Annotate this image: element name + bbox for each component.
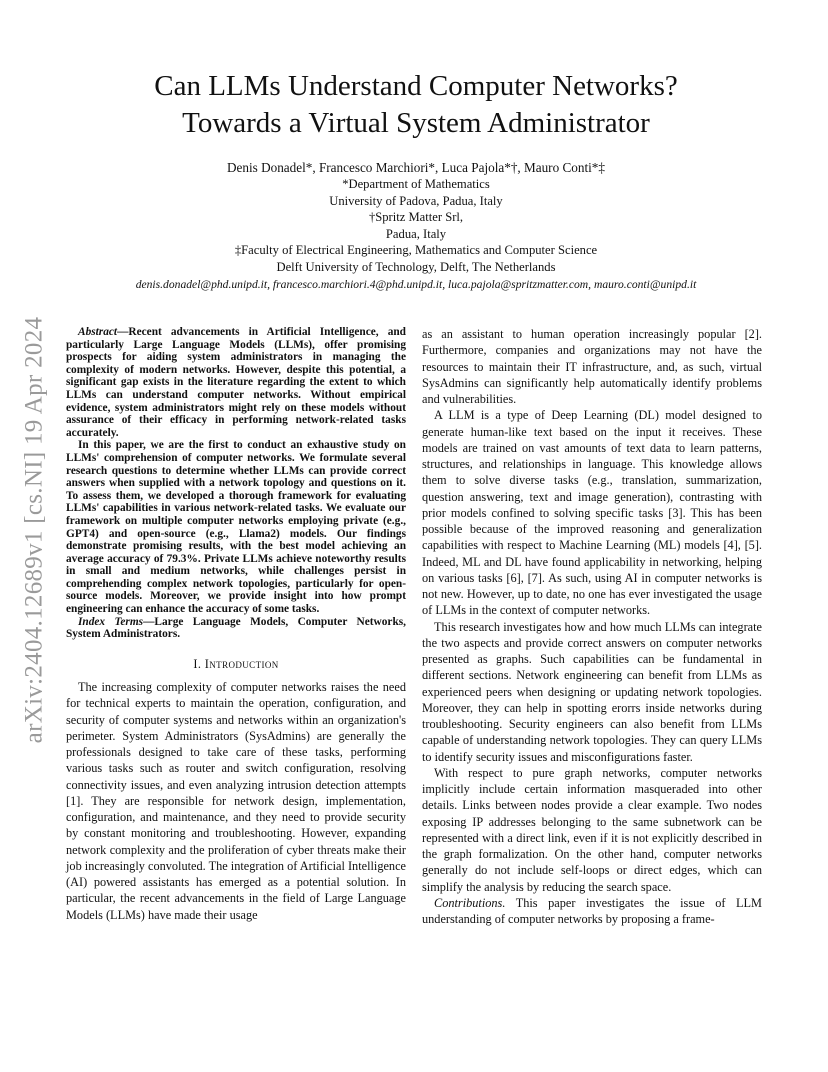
abstract-label: Abstract: [78, 326, 118, 338]
title-line-1: Can LLMs Understand Computer Networks?: [154, 70, 678, 102]
abstract-text-1: —Recent advancements in Artificial Intelligence, and particularly Large Language Models (LLMs), offer promising prospects for aiding system administrators in managing the complexity of modern networks. However, despite this potential, a significant gap exists in the literature regarding the extent to which LLMs can understand computer networks. Without empirical evidence, system administrators might rely on these models without assurance of their efficacy in performing network-related tasks accurately.: [66, 326, 406, 439]
intro-paragraph-1: The increasing complexity of computer networks raises the need for technical experts to maintain the operation, configuration, and security of computer systems and networks within an organization's perimeter. System Administrators (SysAdmins) are generally the professionals designed to take care of these tasks, performing various tasks such as router and switch configuration, resolving connectivity issues, and even analyzing intrusion detection attempts [1]. They are responsible for network design, implementation, configuration, and maintenance, and they need to provide security by constant monitoring and troubleshooting. However, expanding network complexity and the proliferation of cyber threats make their job increasingly convoluted. The integration of Artificial Intelligence (AI) powered assistants has emerged as a potential solution. In particular, the recent advancements in the field of Large Language Models (LLMs) have made their usage: [66, 680, 406, 922]
author-list: Denis Donadel*, Francesco Marchiori*, Luca Pajola*†, Mauro Conti*‡: [227, 160, 605, 175]
section-heading-introduction: [66, 656, 406, 672]
affiliation-2: University of Padova, Padua, Italy: [329, 193, 503, 208]
paper-title: [60, 68, 772, 142]
affiliation-1: *Department of Mathematics: [342, 177, 490, 191]
arxiv-identifier: [12, 300, 56, 760]
intro-paragraph-3: This research investigates how and how much LLMs can integrate the two aspects and provide correct answers on computer networks presented as graphs. Such capabilities can be fundamental in different sections. Network engineering can benefit from LLMs as experienced peers when designing or updating network topologies. Moreover, they can help in spotting erorrs inside networks during troubleshooting. Security engineers can also benefit from LLMs capable of understanding network topologies. They can query LLMs to identify security issues and misconfigurations faster.: [422, 619, 762, 764]
arxiv-identifier-text: arXiv:2404.12689v1 [cs.NI] 19 Apr 2024: [20, 316, 47, 744]
contributions-label: Contributions.: [434, 895, 506, 910]
intro-paragraph-4: With respect to pure graph networks, computer networks implicitly include certain information masqueraded into other details. Links between nodes provide a clear example. Two nodes exposing IP addresses belonging to the same subnetwork can be represented with a direct link, even if it is not explicitly described in the graph formalization. On the other hand, computer networks generally do not include self-loops or direct edges, which can simplify the analysis by reducing the search space.: [422, 765, 762, 894]
index-terms: [66, 616, 406, 641]
intro-paragraph-2: A LLM is a type of Deep Learning (DL) model designed to generate human-like text based on the input it receives. These models are trained on vast amounts of text data to learn patterns, structures, and relationships in language. This knowledge allows them to solve diverse tasks (e.g., translation, summarization, question answering, text and image generation), contrasting with prior models confined to solving specific tasks [3]. This has been possible because of the improved reasoning and generalization capabilities with respect to Machine Learning (ML) models [4], [5]. Indeed, ML and DL have found applicability in networking, helping on various tasks [6], [7]. As such, using AI in computer networks is not new. However, up to date, no one has ever investigated the usage of LLMs in the context of computer networks.: [422, 408, 762, 618]
left-column: [66, 326, 406, 923]
affiliation-5: ‡Faculty of Electrical Engineering, Mathematics and Computer Science: [234, 243, 598, 258]
title-line-2: Towards a Virtual System Administrator: [182, 107, 650, 139]
abstract-paragraph-2: In this paper, we are the first to conduct an exhaustive study on LLMs' comprehension of computer networks. We formulate several research questions to determine whether LLMs can provide correct answers when supplied with a network topology and questions on it. To assess them, we developed a thorough framework for evaluating LLMs' capabilities in various network-related tasks. We evaluate our framework on multiple computer networks employing private (e.g., GPT4) and open-source (e.g., Llama2) models. Our findings demonstrate promising results, with the best model achieving an average accuracy of 79.3%. Private LLMs achieve noteworthy results in small and medium networks, while challenges persist in comprehending complex network topologies, particularly for open-source models. Moreover, we provide insight into how prompt engineering can enhance the accuracy of some tasks.: [66, 439, 406, 616]
author-emails: denis.donadel@phd.unipd.it, francesco.marchiori.4@phd.unipd.it, luca.pajola@spritzmatter.com, mauro.conti@unipd.it: [135, 277, 697, 291]
affiliation-6: Delft University of Technology, Delft, The Netherlands: [276, 259, 556, 274]
right-column: [422, 326, 762, 927]
contributions-text: This paper investigates the issue of LLM understanding of computer networks by proposing a frame-: [422, 895, 762, 926]
affiliation-3: †Spritz Matter Srl,: [368, 210, 464, 225]
section-title: Introduction: [204, 656, 279, 671]
section-number: I.: [193, 656, 205, 671]
affiliation-4: Padua, Italy: [385, 226, 447, 241]
contributions-paragraph: [422, 895, 762, 928]
index-terms-label: Index Terms: [78, 615, 144, 628]
paper-header: [60, 68, 772, 293]
index-terms-text: —Large Language Models, Computer Networks, System Administrators.: [66, 615, 407, 641]
intro-paragraph-continued: as an assistant to human operation increasingly popular [2]. Furthermore, companies and organizations may not have the resources to maintain their IT infrastructure, and, as such, virtual SysAdmins can significantly help automatically identify problems and vulnerabilities.: [422, 327, 762, 406]
abstract-paragraph-1: [66, 326, 406, 439]
